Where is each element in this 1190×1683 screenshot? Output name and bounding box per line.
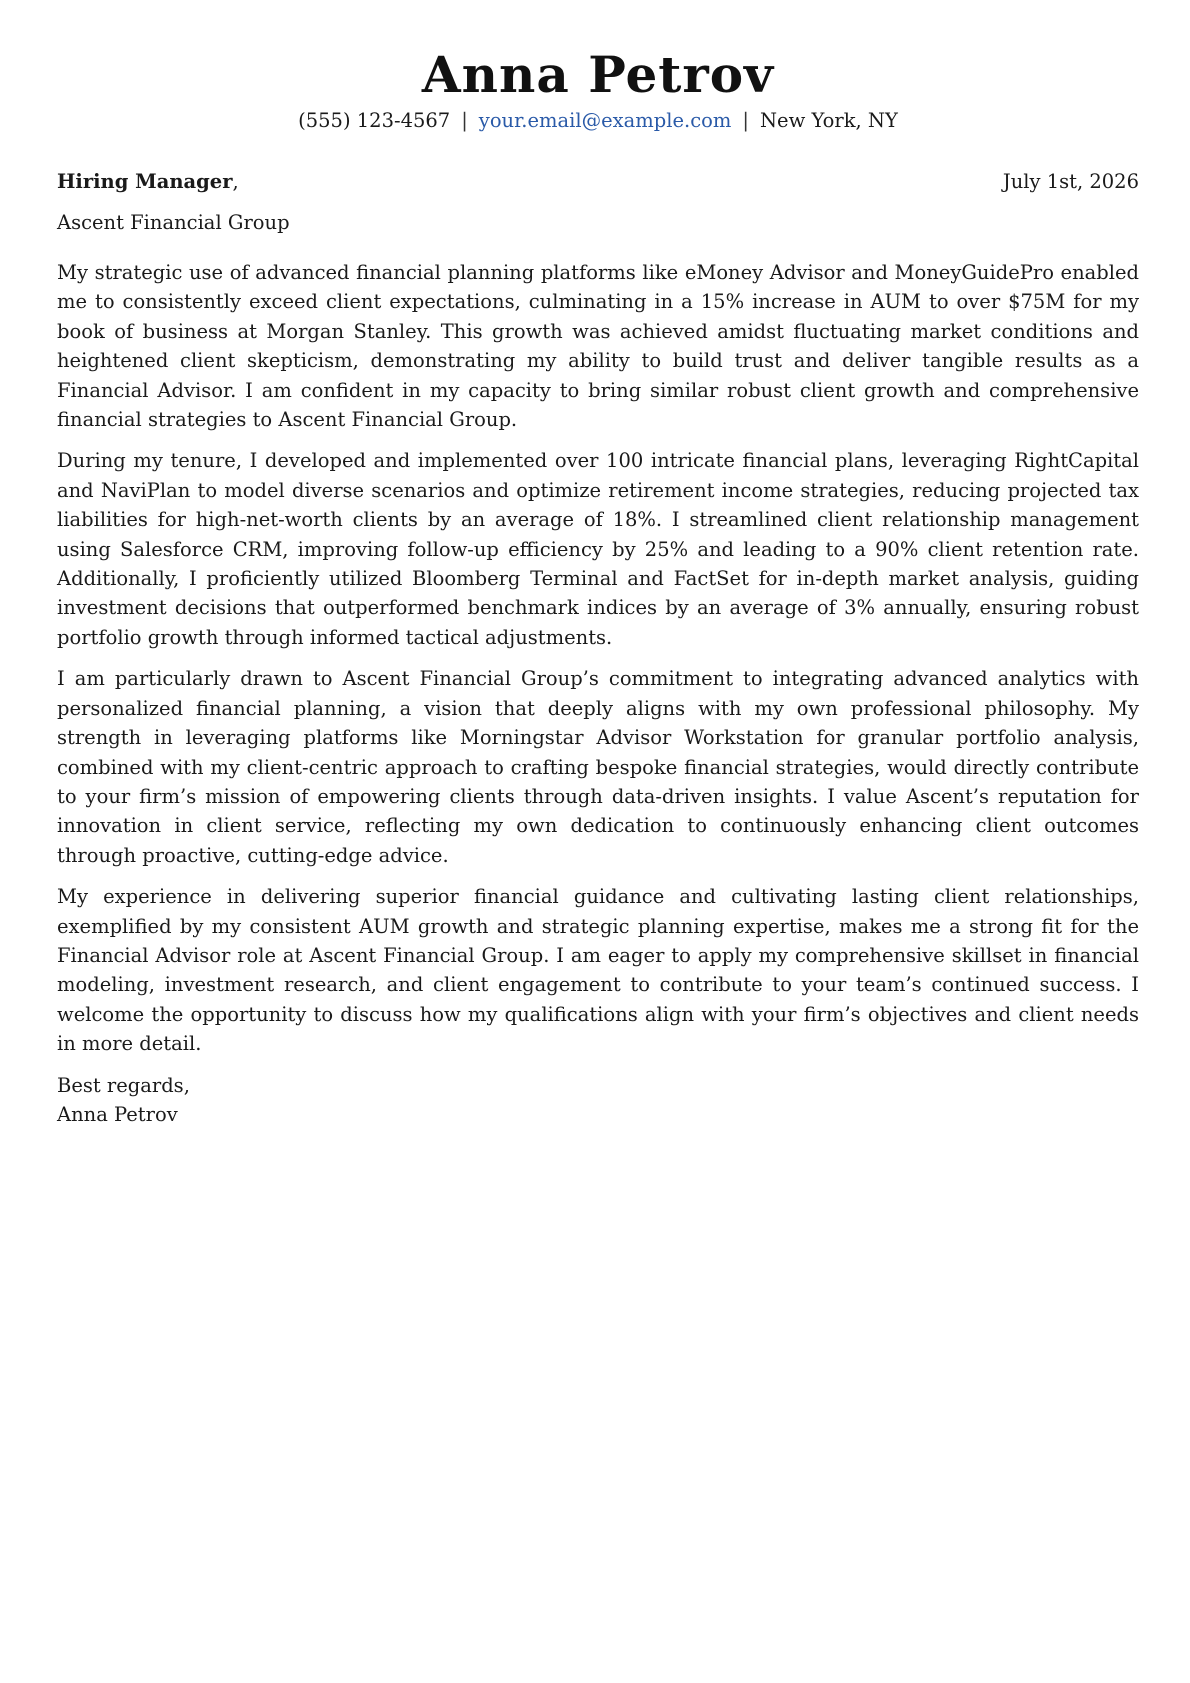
closing-block — [57, 1071, 1139, 1129]
contact-separator: | — [742, 109, 749, 132]
body-paragraph: During my tenure, I developed and implemented over 100 intricate financial plans, leveraging RightCapital and NaviPlan to model diverse scenarios and optimize retirement income strategies, reducing projected tax liabilities for high-net-worth clients by an average of 18%. I streamlined client relationship management using Salesforce CRM, improving follow-up efficiency by 25% and leading to a 90% client retention rate. Additionally, I proficiently utilized Bloomberg Terminal and FactSet for in-depth market analysis, guiding investment decisions that outperformed benchmark indices by an average of 3% annually, ensuring robust portfolio growth through informed tactical adjustments. — [57, 449, 1139, 649]
letter-date: July 1st, 2026 — [1002, 170, 1139, 193]
phone-number: (555) 123-4567 — [298, 109, 451, 132]
recipient-suffix: , — [232, 170, 239, 193]
contact-separator: | — [461, 109, 468, 132]
email-link[interactable]: your.email@example.com — [478, 109, 732, 132]
recipient — [57, 169, 239, 195]
body-paragraph: My strategic use of advanced financial planning platforms like eMoney Advisor and MoneyGuidePro enabled me to consistently exceed client expectations, culminating in a 15% increase in AUM to over $75M for my book of business at Morgan Stanley. This growth was achieved amidst fluctuating market conditions and heightened client skepticism, demonstrating my ability to build trust and deliver tangible results as a Financial Advisor. I am confident in my capacity to bring similar robust client growth and comprehensive financial strategies to Ascent Financial Group. — [57, 261, 1139, 432]
salutation-row — [57, 169, 1139, 195]
recipient-title: Hiring Manager — [57, 170, 233, 193]
company-name: Ascent Financial Group — [57, 211, 290, 234]
closing-phrase: Best regards, — [57, 1073, 190, 1097]
signature: Anna Petrov — [57, 1102, 178, 1126]
contact-line — [57, 108, 1139, 134]
applicant-name: Anna Petrov — [421, 45, 775, 104]
letter-body — [57, 258, 1139, 1059]
location: New York, NY — [759, 109, 898, 132]
letter-page — [57, 0, 1139, 1129]
body-paragraph: I am particularly drawn to Ascent Financial Group’s commitment to integrating advanced analytics with personalized financial planning, a vision that deeply aligns with my own professional philosophy. My strength in leveraging platforms like Morningstar Advisor Workstation for granular portfolio analysis, combined with my client-centric approach to crafting bespoke financial strategies, would directly contribute to your firm’s mission of empowering clients through data-driven insights. I value Ascent’s reputation for innovation in client service, reflecting my own dedication to continuously enhancing client outcomes through proactive, cutting-edge advice. — [57, 667, 1139, 867]
body-paragraph: My experience in delivering superior financial guidance and cultivating lasting client relationships, exemplified by my consistent AUM growth and strategic planning expertise, makes me a strong fit for the Financial Advisor role at Ascent Financial Group. I am eager to apply my comprehensive skillset in financial modeling, investment research, and client engagement to contribute to your team’s continued success. I welcome the opportunity to discuss how my qualifications align with your firm’s objectives and client needs in more detail. — [57, 885, 1139, 1056]
